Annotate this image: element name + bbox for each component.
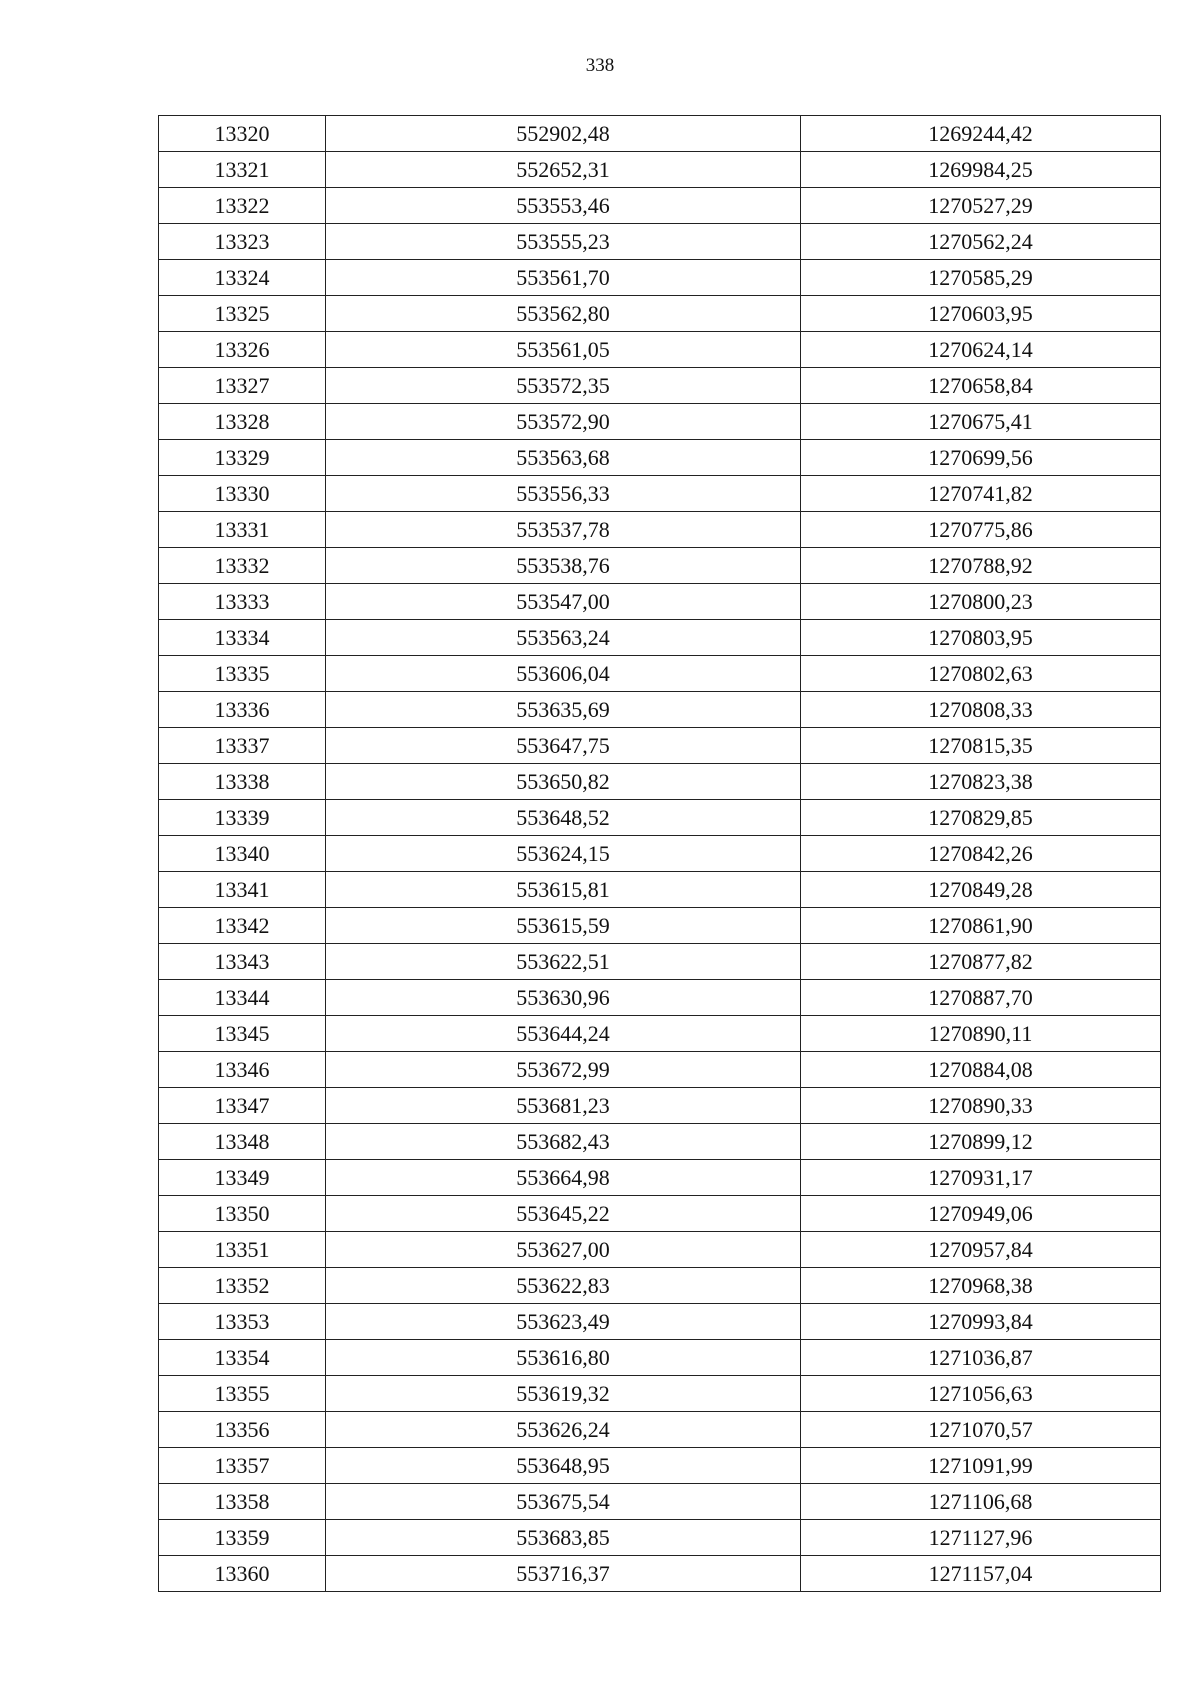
table-row [159,1088,1161,1124]
point-number-cell: 13326 [159,332,326,368]
point-number-cell: 13346 [159,1052,326,1088]
y-coordinate-cell: 1270823,38 [801,764,1161,800]
y-coordinate-cell: 1270884,08 [801,1052,1161,1088]
table-row [159,1520,1161,1556]
point-number-cell: 13322 [159,188,326,224]
x-coordinate-cell: 553630,96 [326,980,801,1016]
y-coordinate-cell: 1270675,41 [801,404,1161,440]
x-coordinate-cell: 553553,46 [326,188,801,224]
x-coordinate-cell: 553547,00 [326,584,801,620]
table-row [159,1376,1161,1412]
y-coordinate-cell: 1270949,06 [801,1196,1161,1232]
point-number-cell: 13347 [159,1088,326,1124]
y-coordinate-cell: 1271127,96 [801,1520,1161,1556]
point-number-cell: 13332 [159,548,326,584]
table-row [159,1016,1161,1052]
y-coordinate-cell: 1270741,82 [801,476,1161,512]
x-coordinate-cell: 553616,80 [326,1340,801,1376]
coordinates-table [158,115,1161,1592]
y-coordinate-cell: 1270890,11 [801,1016,1161,1052]
point-number-cell: 13353 [159,1304,326,1340]
x-coordinate-cell: 553648,52 [326,800,801,836]
x-coordinate-cell: 552652,31 [326,152,801,188]
table-row [159,872,1161,908]
point-number-cell: 13360 [159,1556,326,1592]
table-row [159,1124,1161,1160]
point-number-cell: 13354 [159,1340,326,1376]
y-coordinate-cell: 1270829,85 [801,800,1161,836]
table-row [159,1448,1161,1484]
table-row [159,1340,1161,1376]
table-row [159,260,1161,296]
x-coordinate-cell: 553555,23 [326,224,801,260]
x-coordinate-cell: 553615,81 [326,872,801,908]
x-coordinate-cell: 553572,35 [326,368,801,404]
x-coordinate-cell: 553538,76 [326,548,801,584]
y-coordinate-cell: 1270899,12 [801,1124,1161,1160]
point-number-cell: 13320 [159,116,326,152]
point-number-cell: 13357 [159,1448,326,1484]
point-number-cell: 13324 [159,260,326,296]
x-coordinate-cell: 553619,32 [326,1376,801,1412]
x-coordinate-cell: 553682,43 [326,1124,801,1160]
y-coordinate-cell: 1271091,99 [801,1448,1161,1484]
x-coordinate-cell: 553716,37 [326,1556,801,1592]
x-coordinate-cell: 553561,70 [326,260,801,296]
point-number-cell: 13350 [159,1196,326,1232]
y-coordinate-cell: 1270603,95 [801,296,1161,332]
point-number-cell: 13336 [159,692,326,728]
point-number-cell: 13341 [159,872,326,908]
table-row [159,692,1161,728]
y-coordinate-cell: 1270993,84 [801,1304,1161,1340]
x-coordinate-cell: 553622,51 [326,944,801,980]
table-row [159,944,1161,980]
x-coordinate-cell: 552902,48 [326,116,801,152]
table-row [159,1268,1161,1304]
x-coordinate-cell: 553681,23 [326,1088,801,1124]
table-row [159,836,1161,872]
table-row [159,1196,1161,1232]
y-coordinate-cell: 1270585,29 [801,260,1161,296]
table-row [159,584,1161,620]
point-number-cell: 13351 [159,1232,326,1268]
table-row [159,368,1161,404]
table-row [159,404,1161,440]
y-coordinate-cell: 1271106,68 [801,1484,1161,1520]
x-coordinate-cell: 553563,24 [326,620,801,656]
point-number-cell: 13359 [159,1520,326,1556]
point-number-cell: 13348 [159,1124,326,1160]
table-row [159,728,1161,764]
y-coordinate-cell: 1271070,57 [801,1412,1161,1448]
point-number-cell: 13340 [159,836,326,872]
table-row [159,1484,1161,1520]
page-number: 338 [585,55,615,76]
point-number-cell: 13345 [159,1016,326,1052]
point-number-cell: 13358 [159,1484,326,1520]
point-number-cell: 13323 [159,224,326,260]
table-row [159,980,1161,1016]
point-number-cell: 13338 [159,764,326,800]
y-coordinate-cell: 1270775,86 [801,512,1161,548]
x-coordinate-cell: 553556,33 [326,476,801,512]
table-row [159,1232,1161,1268]
point-number-cell: 13344 [159,980,326,1016]
table-row [159,224,1161,260]
y-coordinate-cell: 1270658,84 [801,368,1161,404]
point-number-cell: 13355 [159,1376,326,1412]
point-number-cell: 13325 [159,296,326,332]
y-coordinate-cell: 1270788,92 [801,548,1161,584]
table-row [159,1412,1161,1448]
point-number-cell: 13335 [159,656,326,692]
y-coordinate-cell: 1270887,70 [801,980,1161,1016]
y-coordinate-cell: 1270803,95 [801,620,1161,656]
x-coordinate-cell: 553606,04 [326,656,801,692]
table-row [159,1160,1161,1196]
x-coordinate-cell: 553675,54 [326,1484,801,1520]
x-coordinate-cell: 553562,80 [326,296,801,332]
point-number-cell: 13337 [159,728,326,764]
x-coordinate-cell: 553645,22 [326,1196,801,1232]
x-coordinate-cell: 553623,49 [326,1304,801,1340]
table-row [159,1556,1161,1592]
table-row [159,908,1161,944]
point-number-cell: 13343 [159,944,326,980]
point-number-cell: 13329 [159,440,326,476]
y-coordinate-cell: 1270802,63 [801,656,1161,692]
point-number-cell: 13352 [159,1268,326,1304]
table-row [159,800,1161,836]
table-row [159,116,1161,152]
y-coordinate-cell: 1271157,04 [801,1556,1161,1592]
table-row [159,332,1161,368]
table-row [159,188,1161,224]
y-coordinate-cell: 1269244,42 [801,116,1161,152]
y-coordinate-cell: 1270699,56 [801,440,1161,476]
coordinates-table-body [159,116,1161,1592]
y-coordinate-cell: 1270815,35 [801,728,1161,764]
x-coordinate-cell: 553627,00 [326,1232,801,1268]
table-row [159,620,1161,656]
table-row [159,656,1161,692]
y-coordinate-cell: 1270877,82 [801,944,1161,980]
y-coordinate-cell: 1270957,84 [801,1232,1161,1268]
x-coordinate-cell: 553626,24 [326,1412,801,1448]
point-number-cell: 13333 [159,584,326,620]
table-row [159,1052,1161,1088]
point-number-cell: 13349 [159,1160,326,1196]
y-coordinate-cell: 1270842,26 [801,836,1161,872]
y-coordinate-cell: 1269984,25 [801,152,1161,188]
table-row [159,476,1161,512]
x-coordinate-cell: 553647,75 [326,728,801,764]
point-number-cell: 13334 [159,620,326,656]
table-row [159,152,1161,188]
x-coordinate-cell: 553561,05 [326,332,801,368]
y-coordinate-cell: 1270890,33 [801,1088,1161,1124]
point-number-cell: 13327 [159,368,326,404]
table-row [159,548,1161,584]
x-coordinate-cell: 553537,78 [326,512,801,548]
x-coordinate-cell: 553615,59 [326,908,801,944]
y-coordinate-cell: 1270800,23 [801,584,1161,620]
table-row [159,296,1161,332]
x-coordinate-cell: 553563,68 [326,440,801,476]
y-coordinate-cell: 1270624,14 [801,332,1161,368]
x-coordinate-cell: 553635,69 [326,692,801,728]
x-coordinate-cell: 553650,82 [326,764,801,800]
x-coordinate-cell: 553622,83 [326,1268,801,1304]
point-number-cell: 13331 [159,512,326,548]
y-coordinate-cell: 1270861,90 [801,908,1161,944]
point-number-cell: 13321 [159,152,326,188]
x-coordinate-cell: 553572,90 [326,404,801,440]
y-coordinate-cell: 1271056,63 [801,1376,1161,1412]
point-number-cell: 13328 [159,404,326,440]
y-coordinate-cell: 1270562,24 [801,224,1161,260]
x-coordinate-cell: 553648,95 [326,1448,801,1484]
point-number-cell: 13356 [159,1412,326,1448]
x-coordinate-cell: 553664,98 [326,1160,801,1196]
point-number-cell: 13342 [159,908,326,944]
y-coordinate-cell: 1270968,38 [801,1268,1161,1304]
y-coordinate-cell: 1270808,33 [801,692,1161,728]
table-row [159,764,1161,800]
x-coordinate-cell: 553683,85 [326,1520,801,1556]
point-number-cell: 13330 [159,476,326,512]
x-coordinate-cell: 553672,99 [326,1052,801,1088]
point-number-cell: 13339 [159,800,326,836]
y-coordinate-cell: 1271036,87 [801,1340,1161,1376]
table-row [159,440,1161,476]
y-coordinate-cell: 1270527,29 [801,188,1161,224]
y-coordinate-cell: 1270931,17 [801,1160,1161,1196]
y-coordinate-cell: 1270849,28 [801,872,1161,908]
table-row [159,1304,1161,1340]
x-coordinate-cell: 553624,15 [326,836,801,872]
table-row [159,512,1161,548]
x-coordinate-cell: 553644,24 [326,1016,801,1052]
